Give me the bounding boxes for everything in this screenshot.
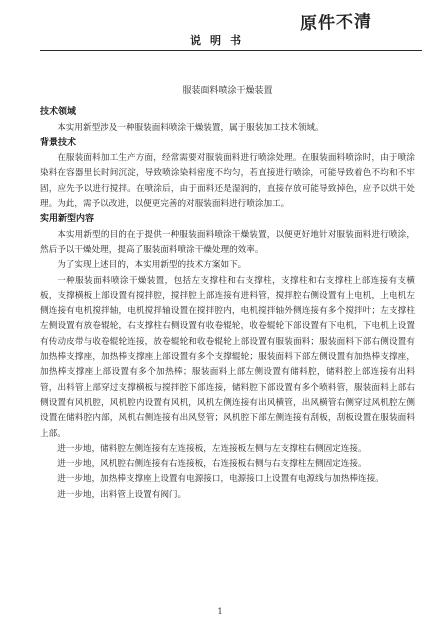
document-body [40, 84, 415, 503]
paragraph-further-1: 进一步地，储料腔左侧连接有左连接板，左连接板左侧与左支撑柱右侧固定连接。 [57, 443, 367, 454]
document-title: 服装面料喷涂干燥装置 [182, 86, 273, 96]
section-heading-content: 实用新型内容 [40, 214, 95, 225]
paragraph-solution-main: 一种服装面料喷涂干燥装置，包括左支撑柱和右支撑柱，支撑柱和右支撑柱上部连接有支横板，支撑横板上部设置有搅拌腔，搅拌腔上部连接有进料管，搅拌腔右侧设置有上电机，上电机左侧连接有电机搅拌轴，电机搅拌轴设置在搅拌腔内，电机搅拌轴外侧连接有多个搅拌叶；左支撑柱左侧设置有放卷辊轮，右支撑柱右侧设置有收卷辊轮，收卷辊轮下部设置有下电机，下电机上设置有传动皮带与收卷辊轮连接，放卷辊轮和收卷辊轮上部设置有服装面料；服装面料下部右侧设置有加热棒支撑座，加热棒支撑座上部设置有多个支撑辊轮；服装面料下部左侧设置有加热棒支撑座，加热棒支撑座上部设置有多个加热棒；服装面料上部左侧设置有储料腔，储料腔上部连接有出料管，出料管上部穿过支撑横板与搅拌腔下部连接，储料腔下部设置有多个喷料管，服装面料上部右侧设置有风机腔，风机腔内设置有风机，风机左侧连接有出风横管，出风横管右侧穿过风机腔左侧设置在储料腔内部，风机右侧连接有出风竖管；风机腔下部左侧连接有刮板，刮板设置在服装面料上部。 [40, 275, 415, 439]
paragraph-field: 本实用新型涉及一种服装面料喷涂干燥装置，属于服装加工技术领域。 [57, 122, 324, 133]
paragraph-solution-intro: 为了实现上述目的，本实用新型的技术方案如下。 [57, 260, 247, 271]
page-number: 1 [217, 607, 223, 616]
header-divider [40, 50, 422, 51]
paragraph-further-4: 进一步地，出料管上设置有阀门。 [57, 489, 187, 500]
paragraph-background: 在服装面料加工生产方面，经常需要对服装面料进行喷涂处理。在服装面料喷涂时，由于喷涂染料在容器里长时间沉淀，导致喷涂染料密度不均匀，若直接进行喷涂，可能导致着色不均和不牢固，应先予以进行搅拌。在喷涂后，由于面料还是湿润的，直接存放可能导致掉色，应予以烘干处理。为此，需予以改进，以便更完善的对服装面料进行喷涂加工。 [40, 153, 415, 210]
section-heading-background: 背景技术 [40, 137, 77, 148]
original-unclear-stamp: 原件不清 [299, 11, 373, 35]
paragraph-further-3: 进一步地，加热棒支撑座上设置有电源接口，电源接口上设置有电源线与加热棒连接。 [57, 474, 384, 485]
paragraph-purpose: 本实用新型的目的在于提供一种服装面料喷涂干燥装置，以便更好地针对服装面料进行喷涂，然后予以干燥处理，提高了服装面料喷涂干燥处理的效率。 [40, 229, 415, 255]
paragraph-further-2: 进一步地，风机腔右侧连接有右连接板，右连接板右侧与右支撑柱左侧固定连接。 [57, 459, 367, 470]
section-heading-field: 技术领域 [40, 107, 77, 118]
header-title: 说明书 [190, 34, 250, 47]
